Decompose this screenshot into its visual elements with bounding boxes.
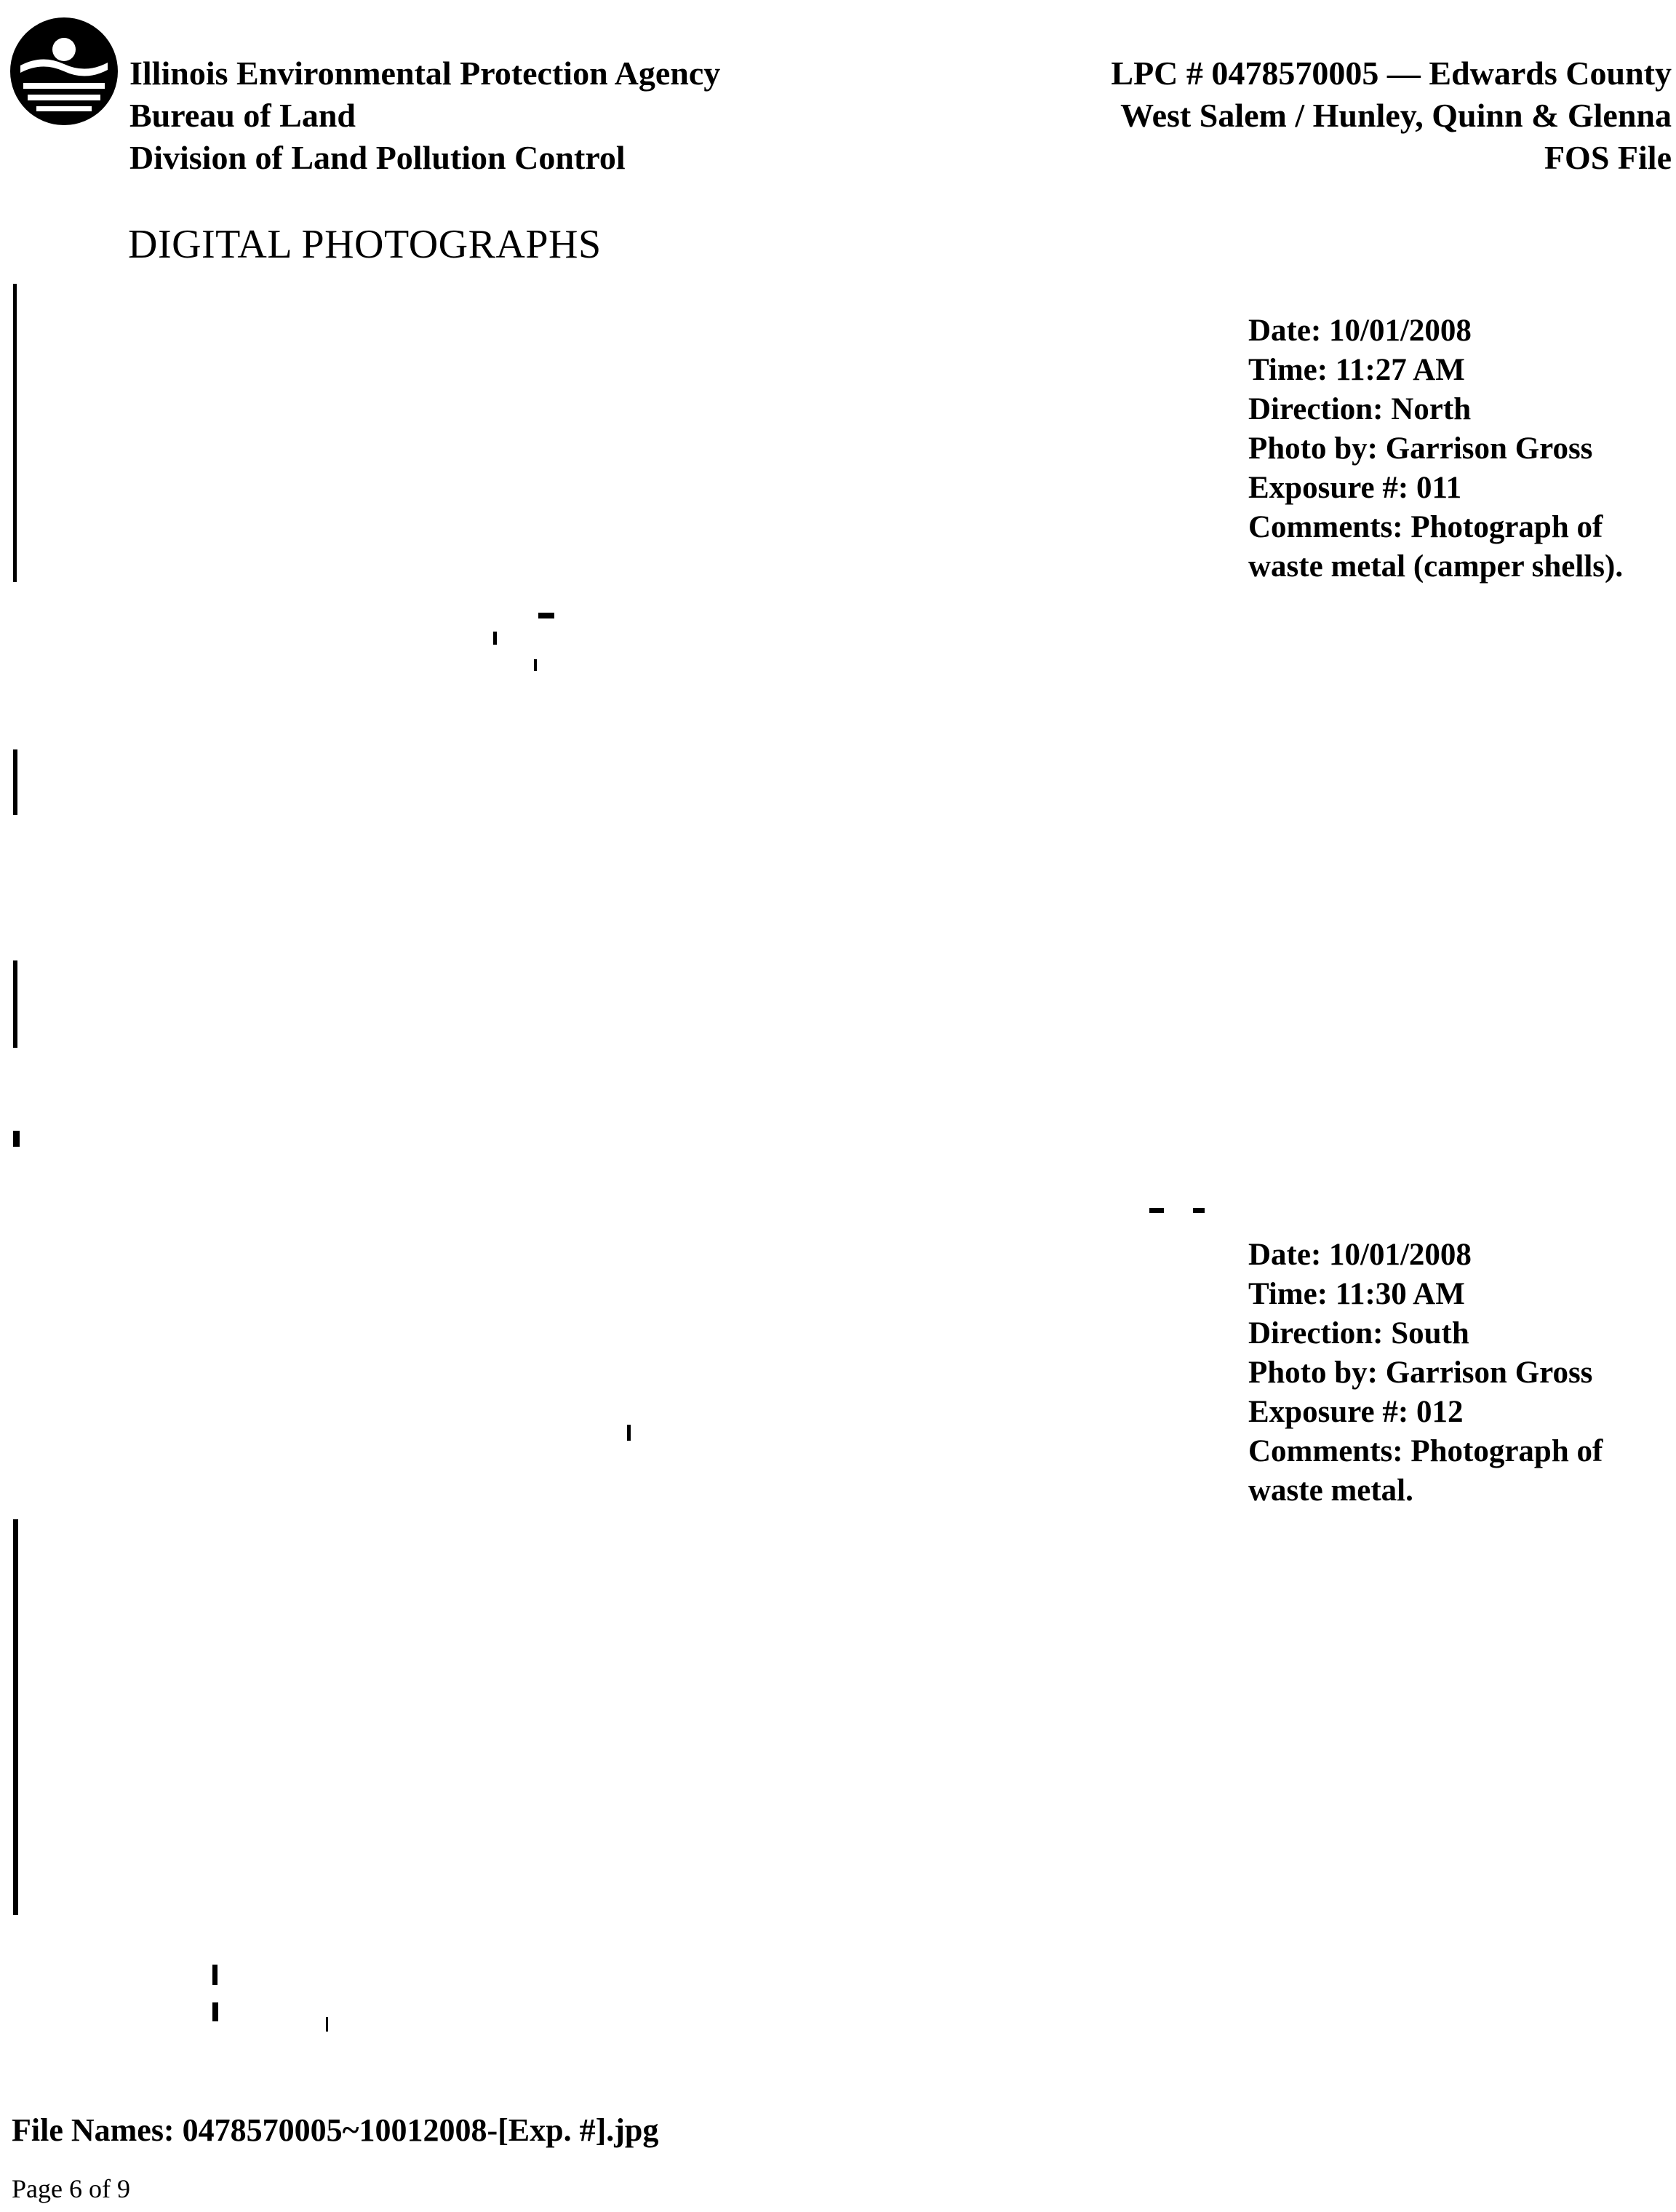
photo-date: Date: 10/01/2008 <box>1248 314 1472 348</box>
photo-1 <box>0 284 1208 1186</box>
photo-direction: Direction: South <box>1248 1316 1469 1350</box>
scan-mark <box>13 1131 20 1147</box>
scan-mark <box>1193 1208 1205 1213</box>
bureau-name: Bureau of Land <box>129 97 356 134</box>
division-name: Division of Land Pollution Control <box>129 139 626 176</box>
photo-exposure: Exposure #: 011 <box>1248 471 1462 505</box>
photo-comments: Comments: Photograph of waste metal (camper shells). <box>1248 510 1624 584</box>
scan-mark <box>538 613 554 618</box>
photo-2-caption <box>1248 1236 1656 1511</box>
file-type: FOS File <box>1544 139 1672 176</box>
photo-direction: Direction: North <box>1248 392 1472 426</box>
photo-exposure: Exposure #: 012 <box>1248 1395 1464 1429</box>
photo-2 <box>0 1193 1208 2081</box>
scan-mark <box>493 632 497 645</box>
scan-mark <box>212 1965 218 1985</box>
page-number: Page 6 of 9 <box>12 2174 130 2203</box>
photo-by: Photo by: Garrison Gross <box>1248 431 1593 466</box>
scan-mark <box>627 1425 631 1441</box>
scan-mark <box>13 284 17 582</box>
illinois-epa-seal-icon <box>6 13 122 130</box>
lpc-number: LPC # 0478570005 — Edwards County <box>1111 55 1672 92</box>
scan-mark <box>13 749 17 815</box>
scan-mark <box>326 2017 328 2032</box>
photo-time: Time: 11:30 AM <box>1248 1277 1465 1311</box>
photo-1-caption <box>1248 311 1656 586</box>
site-block <box>1111 52 1672 179</box>
photo-date: Date: 10/01/2008 <box>1248 1238 1472 1272</box>
photo-by: Photo by: Garrison Gross <box>1248 1356 1593 1390</box>
agency-block <box>129 52 720 179</box>
agency-name: Illinois Environmental Protection Agency <box>129 55 721 92</box>
scan-mark <box>534 659 537 671</box>
site-name: West Salem / Hunley, Quinn & Glenna <box>1120 97 1672 134</box>
photo-comments: Comments: Photograph of waste metal. <box>1248 1434 1603 1508</box>
file-names: File Names: 0478570005~10012008-[Exp. #].jpg <box>12 2112 659 2148</box>
scan-mark <box>1149 1208 1164 1213</box>
photo-time: Time: 11:27 AM <box>1248 353 1465 387</box>
scan-mark <box>13 960 17 1048</box>
page-title: DIGITAL PHOTOGRAPHS <box>128 222 602 267</box>
scan-mark <box>13 1519 18 1915</box>
scan-mark <box>212 2002 218 2021</box>
